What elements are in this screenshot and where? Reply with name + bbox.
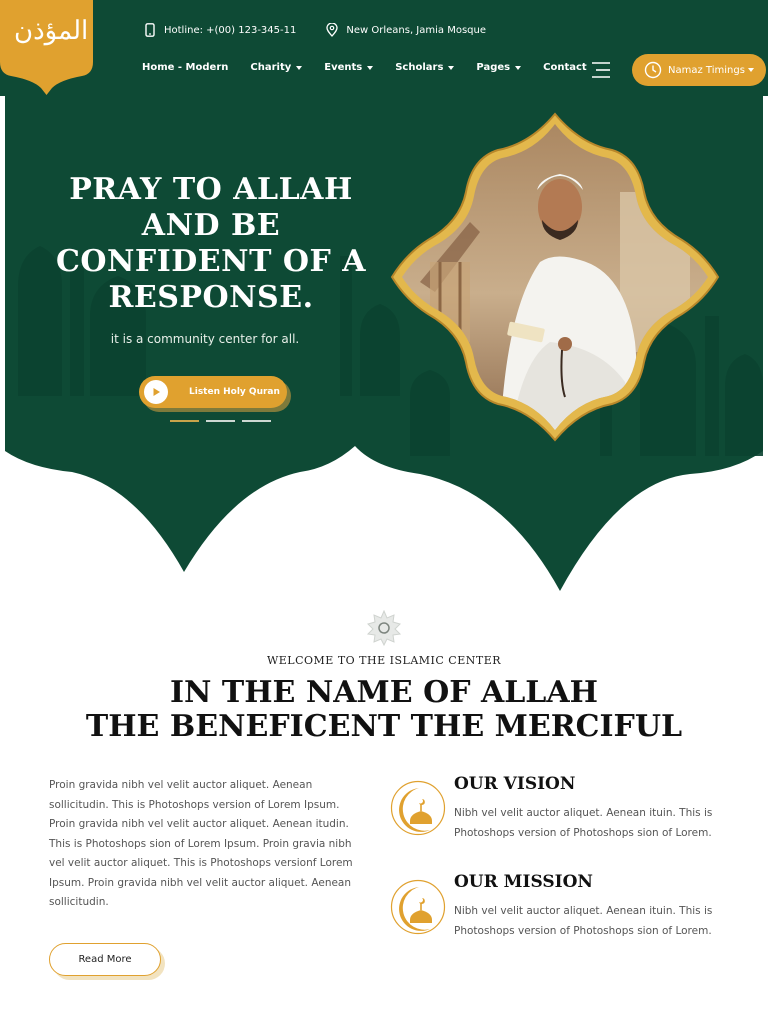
read-more-button[interactable]: Read More	[49, 943, 161, 976]
mission-title: OUR MISSION	[454, 872, 593, 892]
chevron-down-icon	[367, 66, 373, 70]
nav-item-pages[interactable]: Pages	[476, 62, 521, 73]
mission-text: Nibh vel velit auctor aliquet. Aenean ituin. This is Photoshops version of Photoshops sion of Lorem.	[454, 905, 713, 937]
section-title-line-1: IN THE NAME OF ALLAH	[169, 675, 599, 710]
phone-icon	[144, 23, 156, 37]
logo-text[interactable]: المؤذن	[14, 16, 89, 46]
vision-title: OUR VISION	[454, 774, 576, 794]
hero-title: PRAY TO ALLAH AND BE CONFIDENT OF A RESPONSE.	[56, 172, 366, 315]
nav-item-home[interactable]: Home - Modern	[142, 62, 229, 73]
slide-dot-1[interactable]	[170, 420, 199, 422]
location[interactable]	[326, 23, 486, 37]
hotline-text: Hotline: +(00) 123-345-11	[164, 24, 297, 36]
chevron-down-icon	[515, 66, 521, 70]
vision-text: Nibh vel velit auctor aliquet. Aenean ituin. This is Photoshops version of Photoshops sion of Lorem.	[454, 807, 713, 839]
section-title-line-2: THE BENEFICENT THE MERCIFUL	[85, 709, 683, 744]
flower-ornament-icon	[366, 610, 402, 646]
slide-dot-2[interactable]	[206, 420, 235, 422]
chevron-down-icon	[296, 66, 302, 70]
hero-subtitle: it is a community center for all.	[110, 332, 300, 346]
mosque-moon-icon	[390, 879, 446, 935]
listen-quran-button[interactable]	[139, 376, 287, 408]
menu-icon[interactable]	[590, 61, 612, 79]
hotline[interactable]	[144, 23, 296, 37]
slide-dot-3[interactable]	[242, 420, 271, 422]
top-info-bar	[144, 20, 516, 40]
mosque-moon-icon	[390, 780, 446, 836]
play-icon	[144, 380, 168, 404]
about-paragraph: Proin gravida nibh vel velit auctor aliquet. Aenean sollicitudin. This is Photoshops version of Lorem Ipsum. Proin gravida nibh vel velit auctor aliquet. Aenean itudin. This is Photoshops sion of Lorem Ipsum. Proin gravia nibh vel velit auctor aliquet. This is Photoshops versionf Lorem Ipsum. Proin gravida nibh vel velit auctor aliquet. Aenean sollicitudin.	[49, 779, 353, 908]
location-text: New Orleans, Jamia Mosque	[346, 24, 486, 36]
namaz-timings-button[interactable]	[632, 54, 766, 86]
hero-portrait	[390, 112, 720, 442]
section-title	[0, 676, 768, 744]
main-nav	[142, 62, 609, 73]
nav-item-charity[interactable]: Charity	[250, 62, 302, 73]
location-pin-icon	[326, 23, 338, 37]
clock-icon	[644, 61, 662, 79]
chevron-down-icon	[448, 66, 454, 70]
namaz-timings-label: Namaz Timings	[668, 64, 745, 76]
slider-pagination	[170, 420, 278, 422]
nav-item-contact[interactable]: Contact	[543, 62, 587, 73]
section-kicker: WELCOME TO THE ISLAMIC CENTER	[266, 654, 502, 667]
listen-quran-label: Listen Holy Quran	[189, 387, 280, 397]
nav-item-events[interactable]: Events	[324, 62, 373, 73]
chevron-down-icon	[748, 68, 754, 72]
nav-item-scholars[interactable]: Scholars	[395, 62, 454, 73]
site-header	[0, 0, 768, 96]
